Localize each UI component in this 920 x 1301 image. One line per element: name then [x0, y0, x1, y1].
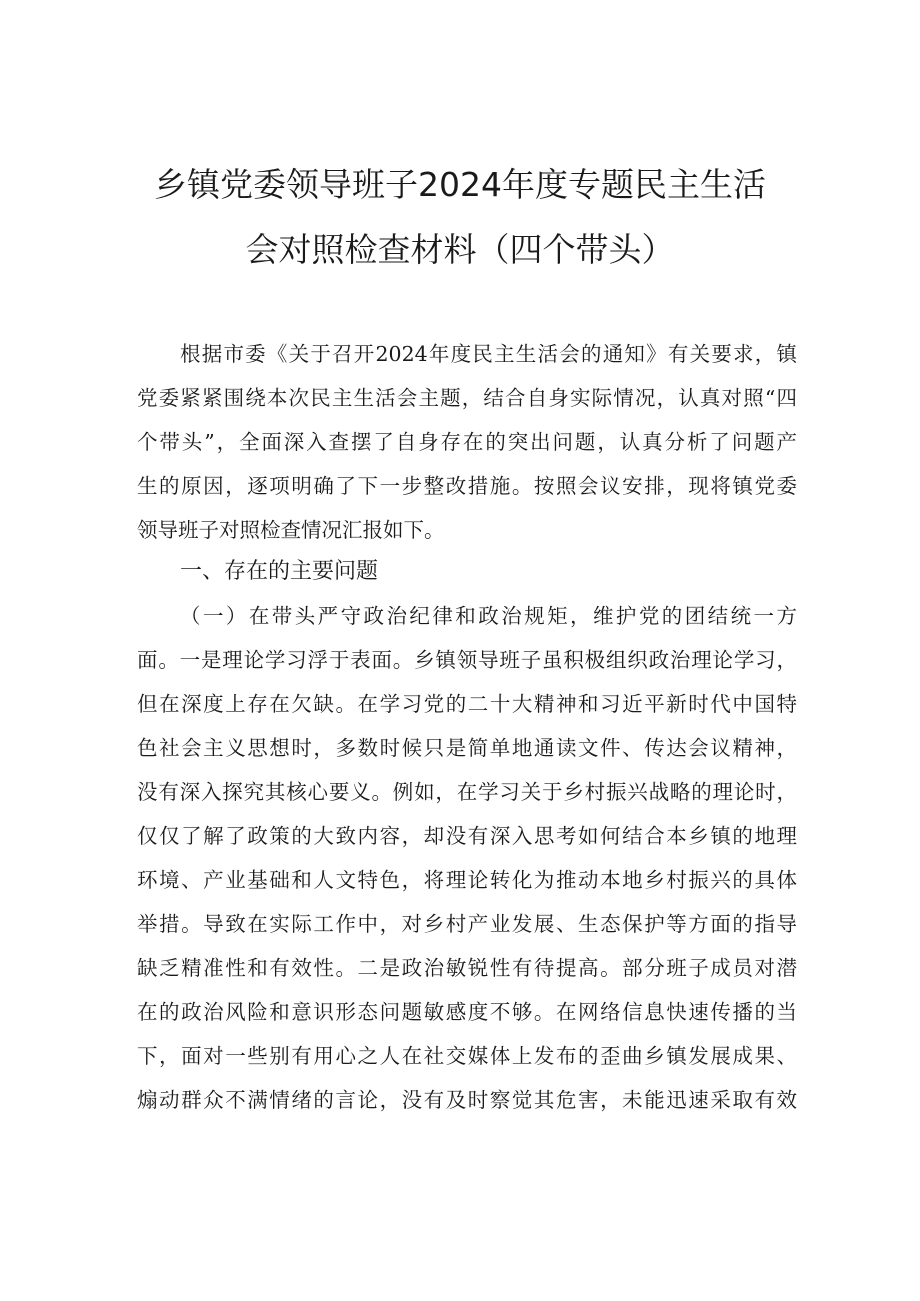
- section-heading: 一、存在的主要问题: [180, 559, 379, 584]
- body-line: 下，面对一些别有用心之人在社交媒体上发布的歪曲乡镇发展成果、: [137, 1044, 797, 1068]
- body-line: 环境、产业基础和人文特色，将理论转化为推动本地乡村振兴的具体: [137, 868, 797, 892]
- body-line: 仅仅了解了政策的大致内容，却没有深入思考如何结合本乡镇的地理: [137, 824, 797, 848]
- intro-line: 党委紧紧围绕本次民主生活会主题，结合自身实际情况，认真对照“四: [137, 386, 797, 410]
- body-line: （一）在带头严守政治纪律和政治规矩，维护党的团结统一方: [180, 604, 797, 628]
- intro-line: 领导班子对照检查情况汇报如下。: [137, 518, 445, 542]
- body-line: 但在深度上存在欠缺。在学习党的二十大精神和习近平新时代中国特: [137, 692, 797, 716]
- body-line: 面。一是理论学习浮于表面。乡镇领导班子虽积极组织政治理论学习，: [137, 648, 797, 672]
- body-line: 在的政治风险和意识形态问题敏感度不够。在网络信息快速传播的当: [137, 1000, 797, 1024]
- body-line: 举措。导致在实际工作中，对乡村产业发展、生态保护等方面的指导: [137, 912, 797, 936]
- intro-line: 个带头”，全面深入查摆了自身存在的突出问题，认真分析了问题产: [137, 430, 797, 454]
- body-line: 色社会主义思想时，多数时候只是简单地通读文件、传达会议精神，: [137, 736, 797, 760]
- intro-line: 生的原因，逐项明确了下一步整改措施。按照会议安排，现将镇党委: [137, 474, 797, 498]
- intro-line: 根据市委《关于召开2024年度民主生活会的通知》有关要求，镇: [180, 342, 797, 366]
- document-title-line-1: 乡镇党委领导班子2024年度专题民主生活: [154, 165, 766, 204]
- body-line: 缺乏精准性和有效性。二是政治敏锐性有待提高。部分班子成员对潜: [137, 956, 797, 980]
- document-title-line-2: 会对照检查材料（四个带头）: [245, 230, 675, 269]
- body-line: 煽动群众不满情绪的言论，没有及时察觉其危害，未能迅速采取有效: [137, 1088, 797, 1112]
- body-line: 没有深入探究其核心要义。例如，在学习关于乡村振兴战略的理论时，: [137, 780, 797, 804]
